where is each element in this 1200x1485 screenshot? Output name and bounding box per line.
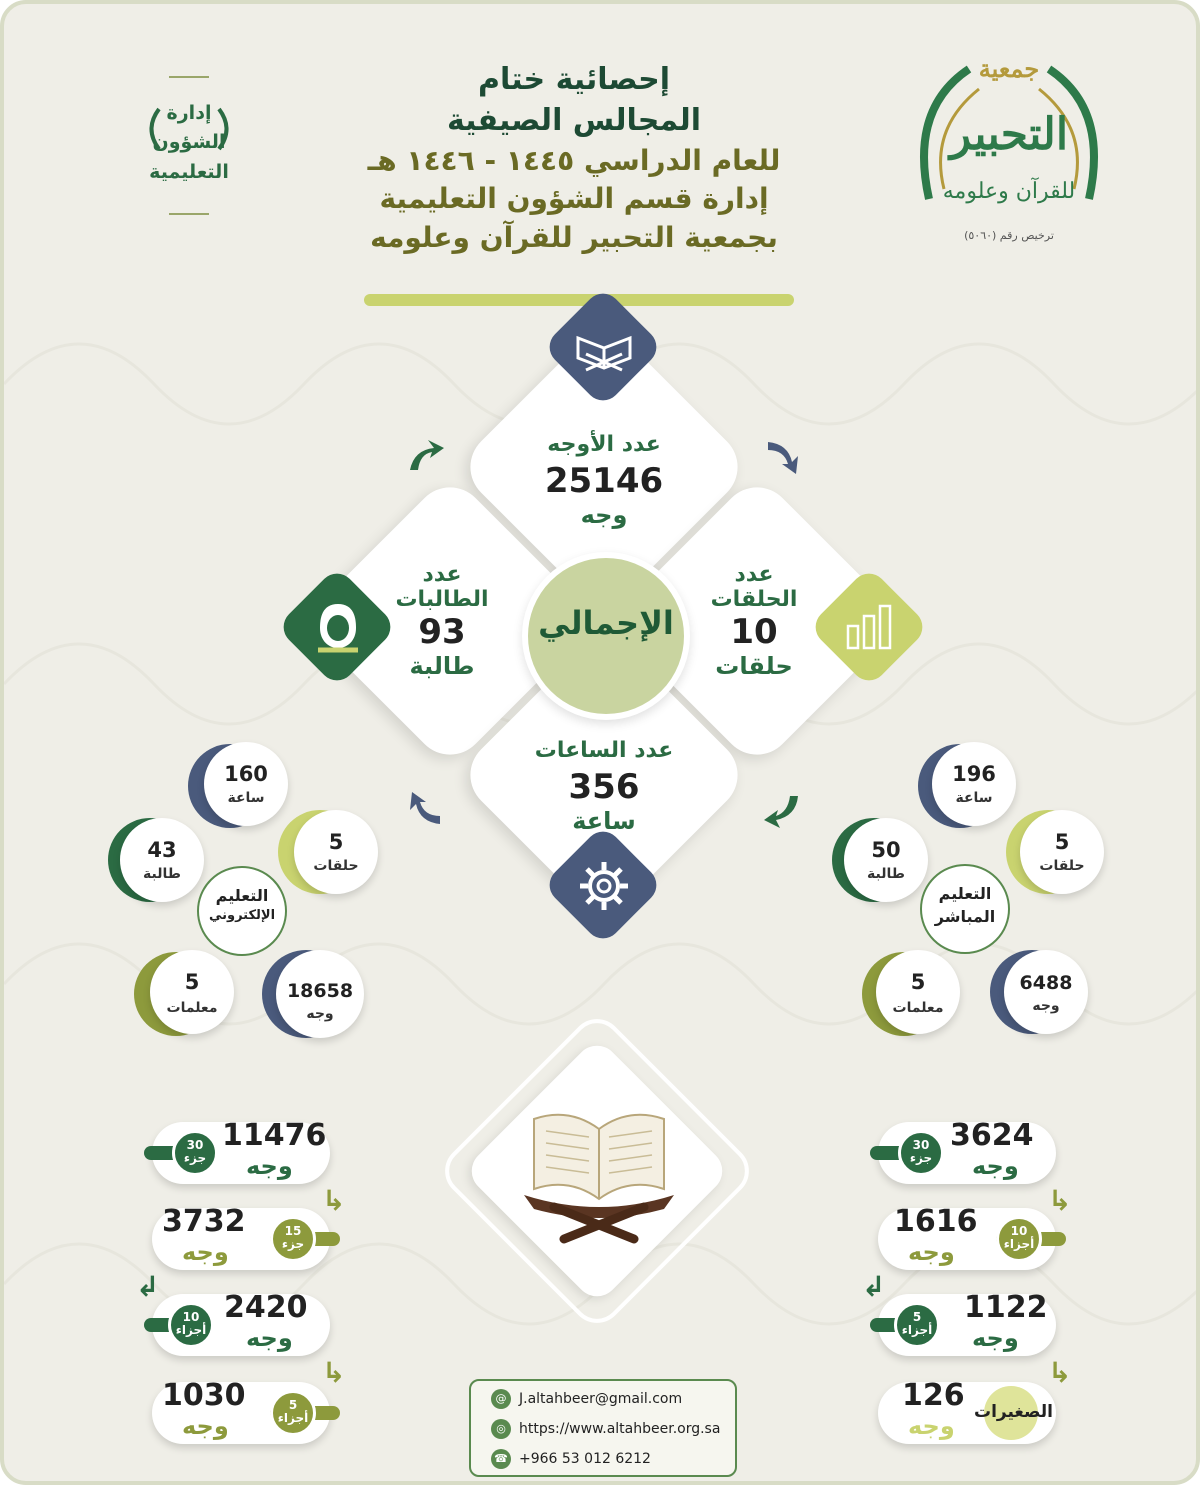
- direct-students: [844, 818, 928, 902]
- left-pill-4-unit: وجه: [182, 1412, 229, 1440]
- student-icon: [312, 600, 364, 656]
- direct-students-value: 50: [871, 838, 901, 862]
- right-arrow-3-icon: ↳: [1048, 1356, 1072, 1389]
- title-underline: [364, 294, 794, 306]
- dept-line-2: الشؤون: [152, 131, 226, 154]
- online-students: [120, 818, 204, 902]
- direct-teachers-value: 5: [910, 970, 926, 994]
- right-pill-3: [878, 1290, 1056, 1356]
- right-pill-1-unit: وجه: [972, 1152, 1019, 1180]
- phone-icon: ☎: [491, 1449, 511, 1469]
- right-pill-2: [878, 1204, 1056, 1270]
- direct-teachers: [876, 950, 960, 1034]
- contact-email-row: [491, 1389, 682, 1409]
- arrow-up-left-icon: [402, 790, 448, 830]
- online-hours-unit: ساعة: [227, 790, 265, 806]
- left-pill-1-badge: [172, 1130, 218, 1176]
- right-pill-1-badge: [898, 1130, 944, 1176]
- students-label-2: الطالبات: [395, 587, 489, 612]
- left-pill-2-badge: [270, 1216, 316, 1262]
- online-title: [197, 866, 287, 956]
- right-pill-3-badge-unit: أجزاء: [901, 1323, 933, 1338]
- hours-unit: ساعة: [572, 807, 636, 835]
- left-arrow-1-icon: ↳: [322, 1184, 346, 1217]
- right-pill-3-badge-num: 5: [912, 1310, 922, 1324]
- right-pill-1-badge-unit: جزء: [909, 1151, 933, 1166]
- online-circles-unit: حلقات: [313, 858, 359, 874]
- circles-value: 10: [730, 612, 778, 652]
- students-stat: [382, 562, 502, 680]
- title-line-5: بجمعية التحبير للقرآن وعلومه: [370, 221, 778, 255]
- direct-title-1: التعليم: [938, 884, 992, 903]
- online-circles: [294, 810, 378, 894]
- title-line-4: إدارة قسم الشؤون التعليمية: [379, 182, 769, 216]
- faces-unit: وجه: [580, 501, 628, 529]
- contact-email[interactable]: J.altahbeer@gmail.com: [519, 1391, 683, 1407]
- right-pill-3-unit: وجه: [972, 1324, 1019, 1352]
- left-arrow-3-icon: ↳: [322, 1356, 346, 1389]
- direct-faces-unit: وجه: [1032, 998, 1060, 1014]
- direct-circles-unit: حلقات: [1039, 858, 1085, 874]
- online-students-value: 43: [147, 838, 177, 862]
- online-teachers-value: 5: [184, 970, 200, 994]
- contact-phone-row: [491, 1449, 651, 1469]
- online-students-unit: طالبة: [143, 866, 181, 882]
- bar-chart-icon: [844, 602, 894, 652]
- contact-website-row: [491, 1419, 720, 1439]
- dept-frame-icon: [129, 69, 249, 219]
- hours-stat: [504, 738, 704, 835]
- right-pill-4: [878, 1378, 1056, 1444]
- left-pill-3-unit: وجه: [246, 1324, 293, 1352]
- direct-hours: [932, 742, 1016, 826]
- left-pill-1-value: 11476: [222, 1118, 327, 1153]
- arrow-down-left-icon: [760, 790, 806, 830]
- left-pill-1-badge-unit: جزء: [183, 1151, 207, 1166]
- dept-line-1: إدارة: [166, 102, 212, 124]
- students-value: 93: [418, 612, 466, 652]
- direct-students-unit: طالبة: [867, 866, 905, 882]
- faces-label: عدد الأوجه: [547, 432, 661, 457]
- online-circles-value: 5: [328, 830, 344, 854]
- direct-faces-value: 6488: [1019, 972, 1073, 994]
- online-teachers-unit: معلمات: [166, 1000, 218, 1016]
- right-pill-1-badge-num: 30: [912, 1138, 930, 1152]
- left-pill-2-badge-unit: جزء: [281, 1237, 305, 1252]
- right-pill-4-value: 126: [902, 1378, 965, 1413]
- association-logo: [909, 49, 1109, 259]
- circles-stat: [694, 562, 814, 680]
- left-pill-4-badge-num: 5: [288, 1398, 298, 1412]
- faces-stat: [504, 432, 704, 529]
- direct-hours-value: 196: [952, 762, 996, 786]
- logo-line-3: للقرآن وعلومه: [942, 179, 1076, 204]
- online-teachers: [150, 950, 234, 1034]
- logo-line-1: جمعية: [978, 54, 1040, 83]
- direct-title-2: المباشر: [934, 907, 996, 927]
- right-pill-2-unit: وجه: [908, 1238, 955, 1266]
- left-pill-4: [152, 1378, 330, 1444]
- left-pill-3-badge: [168, 1302, 214, 1348]
- direct-title: [920, 864, 1010, 954]
- right-pill-4-label: الصغيرات: [974, 1402, 1053, 1422]
- left-pill-3: [152, 1290, 330, 1356]
- contact-box: [469, 1379, 737, 1477]
- online-faces-unit: وجه: [306, 1006, 334, 1022]
- circles-label-2: الحلقات: [710, 587, 798, 612]
- left-pill-2-value: 3732: [162, 1204, 246, 1239]
- direct-hours-unit: ساعة: [955, 790, 993, 806]
- left-pill-4-value: 1030: [162, 1378, 246, 1413]
- faces-value: 25146: [544, 461, 664, 501]
- left-pill-3-value: 2420: [224, 1290, 308, 1325]
- arrow-up-right-icon: [402, 436, 448, 476]
- online-hours: [204, 742, 288, 826]
- page-title: [334, 59, 814, 258]
- department-logo: [129, 99, 249, 187]
- globe-icon: ◎: [491, 1419, 511, 1439]
- hours-value: 356: [568, 767, 640, 807]
- email-icon: @: [491, 1389, 511, 1409]
- left-pill-2-unit: وجه: [182, 1238, 229, 1266]
- left-pill-2-badge-num: 15: [284, 1224, 302, 1238]
- online-hours-value: 160: [224, 762, 268, 786]
- open-quran-icon: [514, 1099, 684, 1244]
- right-pill-4-unit: وجه: [908, 1412, 955, 1440]
- direct-circles-value: 5: [1054, 830, 1070, 854]
- direct-teachers-unit: معلمات: [892, 1000, 944, 1016]
- right-pill-1-value: 3624: [950, 1118, 1034, 1153]
- left-pill-1-badge-num: 30: [186, 1138, 204, 1152]
- direct-circles: [1020, 810, 1104, 894]
- circles-label-1: عدد: [734, 562, 774, 587]
- right-pill-2-value: 1616: [894, 1204, 978, 1239]
- online-faces: [276, 950, 364, 1038]
- left-pill-1: [152, 1118, 330, 1184]
- circles-unit: حلقات: [715, 652, 793, 680]
- left-arrow-2-icon: ↲: [136, 1270, 160, 1303]
- title-line-1: إحصائية ختام: [478, 62, 670, 97]
- right-pill-3-badge: [894, 1302, 940, 1348]
- right-pill-2-badge-num: 10: [1010, 1224, 1028, 1238]
- right-pill-2-badge: [996, 1216, 1042, 1262]
- title-line-2: المجالس الصيفية: [446, 103, 702, 139]
- left-pill-2: [152, 1204, 330, 1270]
- arrow-down-right-icon: [760, 436, 806, 476]
- title-line-3: للعام الدراسي ١٤٤٥ - ١٤٤٦ هـ: [367, 143, 781, 177]
- right-arrow-2-icon: ↲: [862, 1270, 886, 1303]
- online-title-2: الإلكتروني: [208, 908, 276, 924]
- direct-faces: [1004, 950, 1088, 1034]
- left-pill-4-badge: [270, 1390, 316, 1436]
- quran-stand-icon: [572, 324, 636, 374]
- total-label: الإجمالي: [538, 604, 674, 642]
- contact-website[interactable]: https://www.altahbeer.org.sa: [519, 1421, 721, 1437]
- logo-line-2: التحبير: [949, 109, 1069, 160]
- left-pill-1-unit: وجه: [246, 1152, 293, 1180]
- students-label-1: عدد: [422, 562, 462, 587]
- left-pill-3-badge-unit: أجزاء: [175, 1323, 207, 1338]
- right-pill-1: [878, 1118, 1056, 1184]
- students-unit: طالبة: [409, 652, 475, 680]
- hours-label: عدد الساعات: [534, 738, 674, 763]
- logo-line-4: ترخيص رقم (٥٠٦٠): [964, 229, 1054, 242]
- online-faces-value: 18658: [286, 980, 354, 1002]
- right-arrow-1-icon: ↳: [1048, 1184, 1072, 1217]
- right-pill-3-value: 1122: [964, 1290, 1048, 1325]
- contact-phone[interactable]: +966 53 012 6212: [519, 1451, 651, 1467]
- right-pill-2-badge-unit: أجزاء: [1003, 1237, 1035, 1252]
- left-pill-4-badge-unit: أجزاء: [277, 1411, 309, 1426]
- gear-icon: [578, 860, 630, 912]
- online-title-1: التعليم: [215, 886, 269, 905]
- left-pill-3-badge-num: 10: [182, 1310, 200, 1324]
- dept-line-3: التعليمية: [149, 160, 229, 183]
